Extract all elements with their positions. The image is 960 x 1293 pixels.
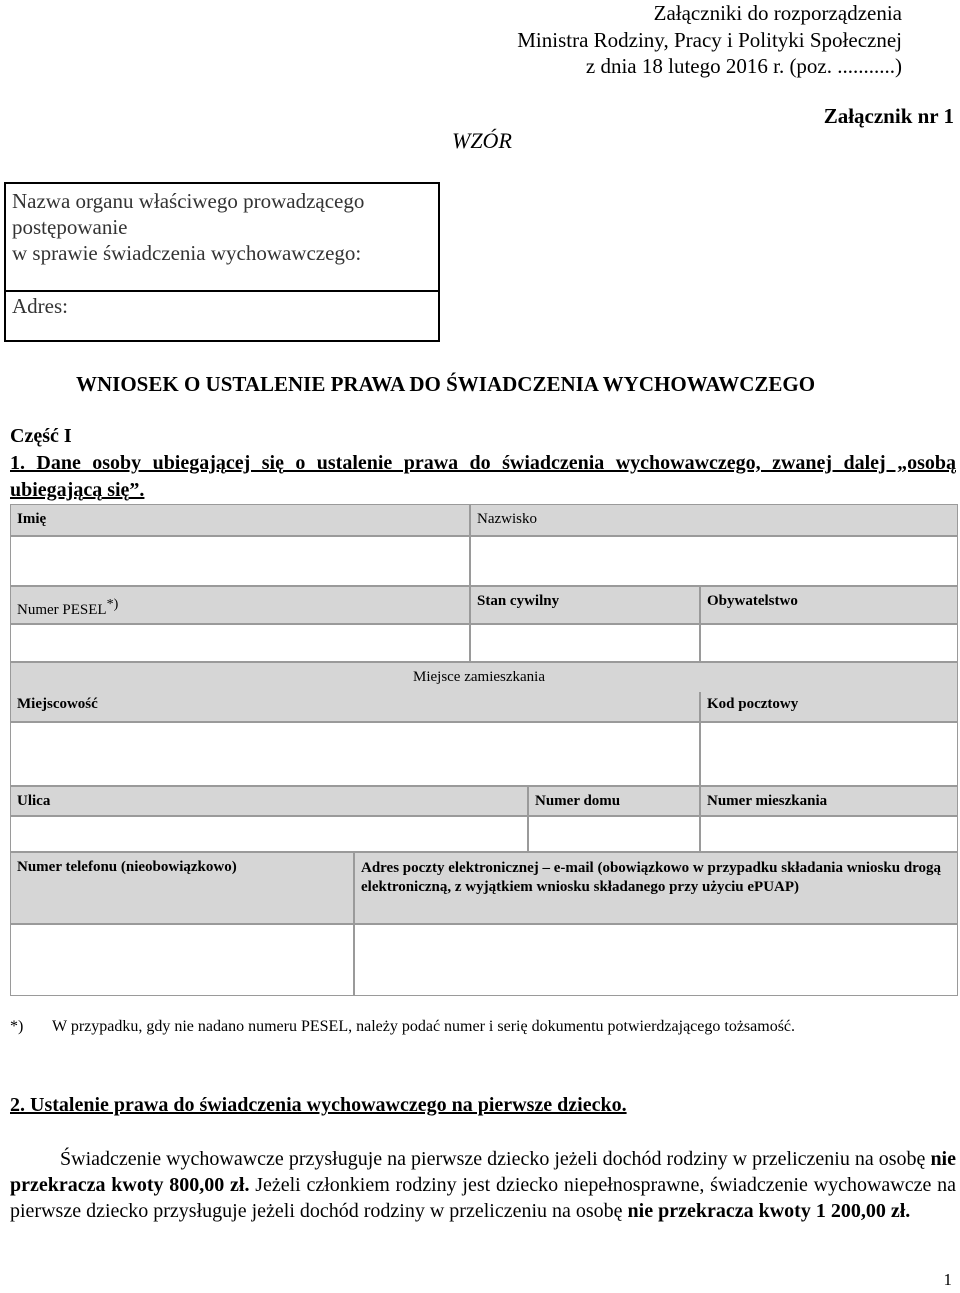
authority-name-field[interactable]: [6, 184, 438, 292]
postal-code-field[interactable]: [700, 722, 958, 786]
paragraph-part-2: Jeżeli członkiem rodziny jest dziecko niepełnosprawne, świadczenie wychowawcze na pierwsze dziecko przysługuje jeżeli dochód rodziny w przeliczeniu na osobę: [10, 1174, 956, 1222]
authority-label-line-3: w sprawie świadczenia wychowawczego:: [12, 241, 362, 265]
last-name-field[interactable]: [470, 536, 958, 586]
phone-field[interactable]: [10, 924, 354, 996]
last-name-label: Nazwisko: [470, 504, 958, 536]
authority-label-line-1: Nazwa organu właściwego prowadzącego: [12, 189, 365, 213]
header-line-2: Ministra Rodziny, Pracy i Polityki Społecznej: [517, 27, 902, 52]
authority-label-line-2: postępowanie: [12, 215, 128, 239]
footnote-text: W przypadku, gdy nie nadano numeru PESEL, należy podać numer i serię dokumentu potwierdzającego tożsamość.: [52, 1018, 796, 1035]
paragraph-part-1: Świadczenie wychowawcze przysługuje na pierwsze dziecko jeżeli dochód rodziny w przeliczeniu na osobę: [60, 1148, 931, 1170]
city-field[interactable]: [10, 722, 700, 786]
email-field[interactable]: [354, 924, 958, 996]
pesel-field[interactable]: [10, 624, 470, 662]
house-number-label: Numer domu: [528, 786, 700, 816]
section-1-heading: 1. Dane osoby ubiegającej się o ustalenie prawa do świadczenia wychowawczego, zwanej dalej „osobą ubiegającą się”.: [10, 452, 956, 501]
page-number: 1: [943, 1270, 952, 1289]
citizenship-field[interactable]: [700, 624, 958, 662]
header-line-3: z dnia 18 lutego 2016 r. (poz. ...........): [585, 54, 902, 78]
phone-label: Numer telefonu (nieobowiązkowo): [10, 852, 354, 924]
street-field[interactable]: [10, 816, 528, 852]
part-heading: Część I: [10, 425, 72, 447]
marital-status-field[interactable]: [470, 624, 700, 662]
first-name-field[interactable]: [10, 536, 470, 586]
pesel-footnote: [10, 1018, 795, 1036]
footnote-mark: *): [10, 1018, 24, 1035]
house-number-field[interactable]: [528, 816, 700, 852]
marital-status-label: Stan cywilny: [470, 586, 700, 624]
template-label: WZÓR: [452, 128, 512, 153]
citizenship-label: Obywatelstwo: [700, 586, 958, 624]
income-limit-1: nie przekracza kwoty 800,00 zł.: [10, 1148, 956, 1196]
income-limit-2: nie przekracza kwoty 1 200,00 zł.: [627, 1200, 911, 1222]
regulation-header: [517, 0, 902, 80]
authority-box: [4, 182, 440, 342]
apartment-number-field[interactable]: [700, 816, 958, 852]
residence-title: Miejsce zamieszkania: [412, 669, 546, 685]
address-label: Adres:: [12, 294, 68, 318]
section-2-heading: 2. Ustalenie prawa do świadczenia wychowawczego na pierwsze dziecko.: [10, 1094, 627, 1116]
form-title: WNIOSEK O USTALENIE PRAWA DO ŚWIADCZENIA WYCHOWAWCZEGO: [76, 372, 816, 396]
first-name-label: Imię: [10, 504, 470, 536]
section-2-paragraph: [10, 1146, 956, 1224]
apartment-number-label: Numer mieszkania: [700, 786, 958, 816]
street-label: Ulica: [10, 786, 528, 816]
applicant-data-table: [10, 504, 958, 996]
header-line-1: Załączniki do rozporządzenia: [653, 1, 902, 25]
email-label: Adres poczty elektronicznej – e-mail (obowiązkowo w przypadku składania wniosku drogą elektroniczną, z wyjątkiem wniosku składanego przy użyciu ePUAP): [354, 852, 958, 924]
pesel-label: Numer PESEL*): [10, 586, 470, 624]
authority-name-label: [12, 188, 364, 266]
postal-code-label: Kod pocztowy: [700, 692, 958, 722]
city-label: Miejscowość: [10, 692, 700, 722]
attachment-number: Załącznik nr 1: [823, 104, 954, 128]
